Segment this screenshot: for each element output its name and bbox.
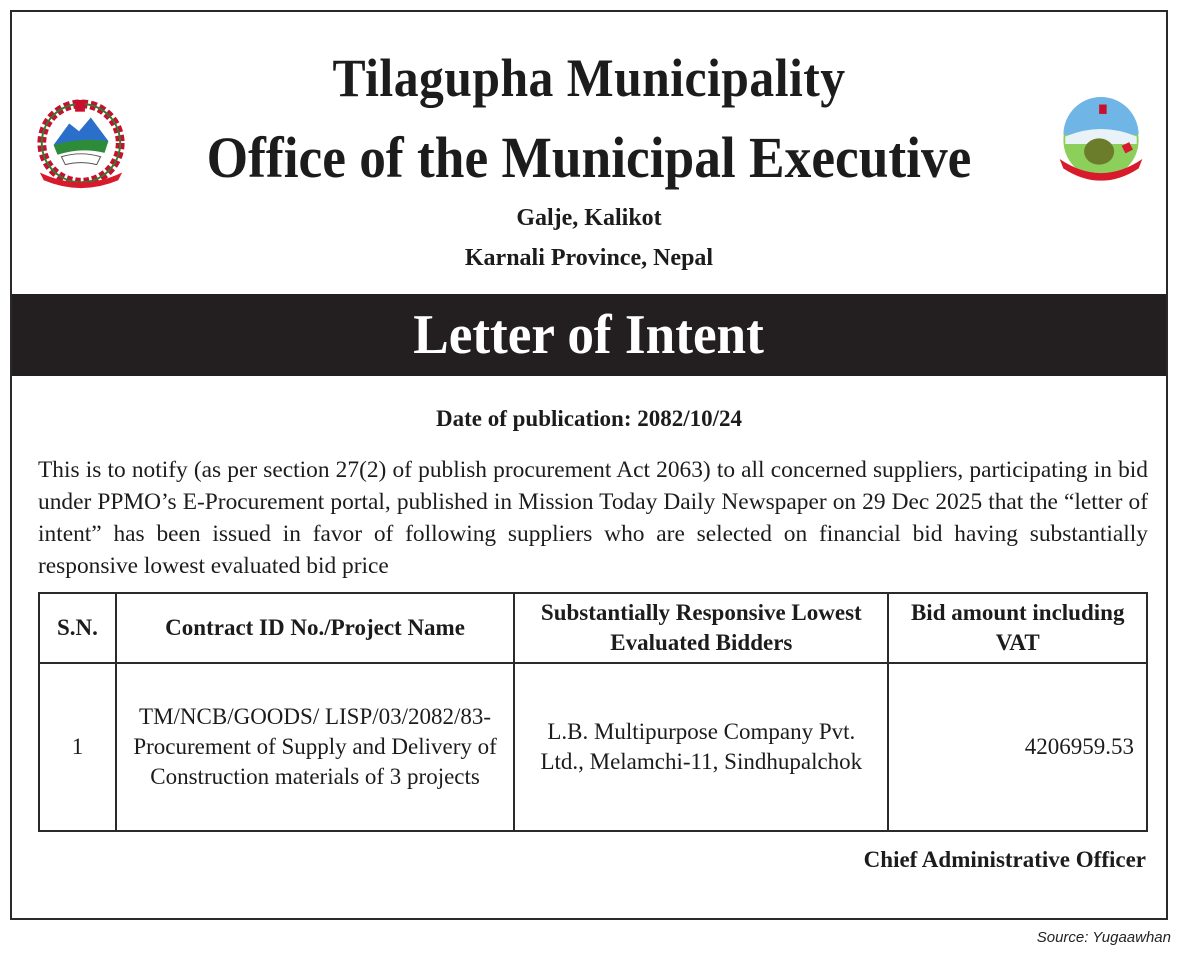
banner-title: Letter of Intent (413, 304, 765, 366)
municipality-name: Tilagupha Municipality (332, 48, 846, 108)
notice-header (12, 12, 1166, 296)
award-table (38, 592, 1148, 832)
cell-bidder: L.B. Multipurpose Company Pvt. Ltd., Melamchi-11, Sindhupalchok (514, 663, 888, 831)
publication-date: Date of publication: 2082/10/24 (435, 406, 743, 431)
table-row (39, 663, 1147, 831)
municipality-logo-icon (1054, 94, 1148, 194)
address-line-2: Karnali Province, Nepal (464, 245, 714, 271)
letter-of-intent-banner (12, 294, 1166, 376)
office-name: Office of the Municipal Executive (206, 125, 972, 190)
header-contract: Contract ID No./Project Name (116, 593, 514, 663)
notice-frame (10, 10, 1168, 920)
header-sn: S.N. (39, 593, 116, 663)
address-line-1: Galje, Kalikot (516, 205, 662, 231)
source-credit: Source: Yugaawhan (1036, 929, 1171, 946)
cell-contract: TM/NCB/GOODS/ LISP/03/2082/83- Procurement of Supply and Delivery of Construction materials of 3 projects (116, 663, 514, 831)
signatory: Chief Administrative Officer (863, 847, 1146, 872)
header-amount: Bid amount including VAT (888, 593, 1147, 663)
cell-amount: 4206959.53 (888, 663, 1147, 831)
cell-sn: 1 (39, 663, 116, 831)
notice-paragraph: This is to notify (as per section 27(2) of publish procurement Act 2063) to all concerned suppliers, participating in bid under PPMO’s E-Procurement portal, published in Mission Today Daily Newspaper on 29 Dec 2025 that the “letter of intent” has been issued in favor of following suppliers who are selected on financial bid having substantially responsive lowest evaluated bid price (38, 457, 1148, 579)
table-header-row (39, 593, 1147, 663)
header-bidder: Substantially Responsive Lowest Evaluated Bidders (514, 593, 888, 663)
